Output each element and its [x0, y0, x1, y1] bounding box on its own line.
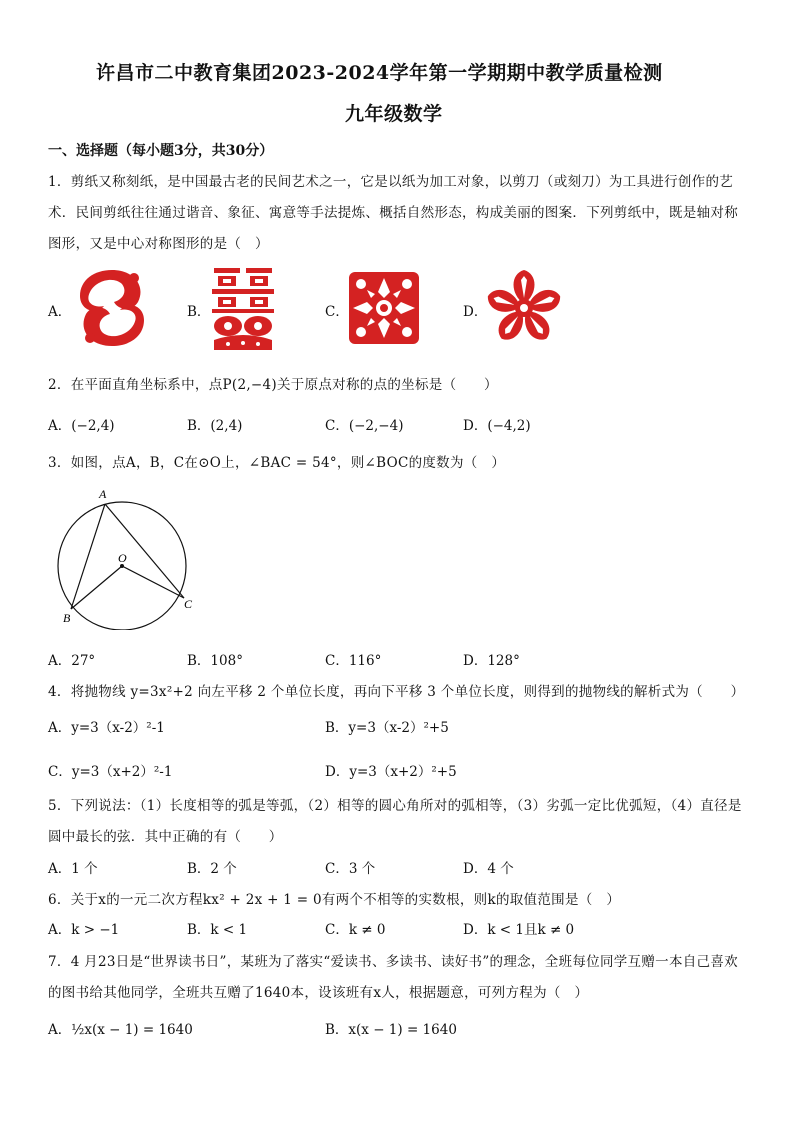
q1-option-d: D． [463, 304, 488, 320]
section-heading: 一、选择题（每小题3分，共30分） [48, 143, 274, 159]
radius-ob [71, 566, 122, 609]
q6-option-d: D．k < 1且k ≠ 0 [463, 922, 575, 938]
papercut-five-petal-flower-icon [484, 268, 564, 348]
q2-option-b: B．(2,4) [187, 418, 243, 434]
radius-oc [122, 566, 184, 598]
q3-option-d: D．128° [463, 653, 520, 669]
q3-option-b: B．108° [187, 653, 243, 669]
q2-stem: 2．在平面直角坐标系中，点P(2,−4)关于原点对称的点的坐标是（ ） [48, 377, 498, 393]
q1-option-c: C． [325, 304, 349, 320]
q7-line2: 的图书给其他同学，全班共互赠了1640本，设该班有x人，根据题意，可列方程为（ ） [48, 985, 589, 1001]
q6-option-c: C．k ≠ 0 [325, 922, 386, 938]
q5-line1: 5．下列说法：（1）长度相等的弧是等弧，（2）相等的圆心角所对的弧相等，（3）劣弧一定比优弧短，（4）直径是 [48, 798, 742, 814]
circle-geometry-figure [48, 482, 208, 630]
q5-line2: 圆中最长的弦．其中正确的有（ ） [48, 829, 283, 845]
label-b: B [63, 611, 71, 625]
q5-option-a: A．1 个 [48, 861, 98, 877]
q4-stem: 4．将抛物线 y=3x²+2 向左平移 2 个单位长度，再向下平移 3 个单位长度，则得到的抛物线的解析式为（ ） [48, 684, 745, 700]
q5-option-c: C．3 个 [325, 861, 376, 877]
q1-line2: 术．民间剪纸往往通过谐音、象征、寓意等手法提炼、概括自然形态，构成美丽的图案．下列剪纸中，既是轴对称 [48, 205, 738, 221]
q6-option-b: B．k < 1 [187, 922, 248, 938]
q6-stem: 6．关于x的一元二次方程kx² + 2x + 1 = 0有两个不相等的实数根，则k的取值范围是（ ） [48, 892, 621, 908]
q2-option-c: C．(−2,−4) [325, 418, 404, 434]
q7-line1: 7．4 月23日是“世界读书日”，某班为了落实“爱读书、多读书、读好书”的理念，全班每位同学互赠一本自己喜欢 [48, 954, 738, 970]
papercut-double-happiness-icon [208, 264, 278, 352]
q7-option-b: B．x(x − 1) = 1640 [325, 1022, 457, 1038]
q5-option-b: B．2 个 [187, 861, 237, 877]
q3-option-a: A．27° [48, 653, 96, 669]
q1-option-b: B． [187, 304, 211, 320]
q4-option-a: A．y=3（x-2）²-1 [48, 720, 165, 736]
exam-subtitle: 九年级数学 [345, 103, 443, 125]
q1-line3: 图形，又是中心对称图形的是（ ） [48, 236, 269, 252]
chord-ab [71, 504, 105, 609]
q5-option-d: D．4 个 [463, 861, 514, 877]
label-a: A [99, 487, 107, 501]
q7-option-a: A．½x(x − 1) = 1640 [48, 1022, 193, 1038]
q3-option-c: C．116° [325, 653, 382, 669]
label-c: C [184, 597, 193, 611]
chord-ac [105, 504, 184, 598]
q4-option-b: B．y=3（x-2）²+5 [325, 720, 449, 736]
papercut-fish-icon [74, 266, 150, 350]
q6-option-a: A．k > −1 [48, 922, 120, 938]
label-o: O [118, 551, 127, 565]
papercut-square-flower-icon [345, 268, 423, 348]
exam-title: 许昌市二中教育集团2023-2024学年第一学期期中教学质量检测 [96, 62, 663, 84]
q1-line1: 1．剪纸又称刻纸，是中国最古老的民间艺术之一，它是以纸为加工对象，以剪刀（或刻刀）为工具进行创作的艺 [48, 174, 734, 190]
q4-option-c: C．y=3（x+2）²-1 [48, 764, 173, 780]
q1-option-a: A． [48, 304, 72, 320]
q3-stem: 3．如图，点A，B，C在⊙O上，∠BAC = 54°，则∠BOC的度数为（ ） [48, 455, 506, 471]
q2-option-d: D．(−4,2) [463, 418, 531, 434]
q4-option-d: D．y=3（x+2）²+5 [325, 764, 457, 780]
q2-option-a: A．(−2,4) [48, 418, 115, 434]
